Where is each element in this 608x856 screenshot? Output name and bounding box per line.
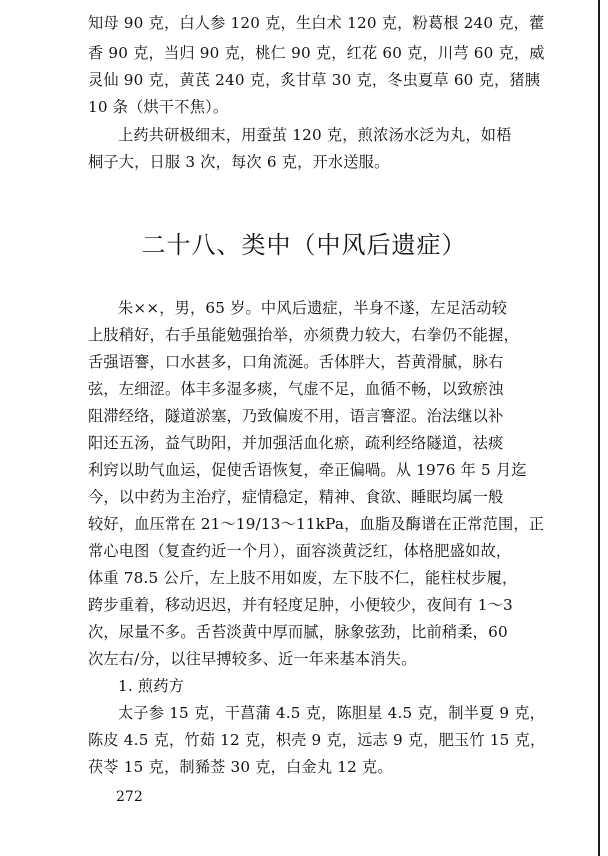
section-heading: 二十八、类中（中风后遗症） bbox=[141, 231, 467, 259]
page-number: 272 bbox=[116, 789, 143, 805]
text-line: 利窍以助气血运，促使舌语恢复，牵正偏喎。从 1976 年 5 月迄 bbox=[88, 461, 527, 479]
text-line: 知母 90 克，白人参 120 克，生白术 120 克，粉葛根 240 克，藿 bbox=[88, 14, 545, 32]
text-line: 次左右/分，以往早搏较多、近一年来基本消失。 bbox=[88, 650, 417, 668]
text-line: 灵仙 90 克，黄芪 240 克，炙甘草 30 克，冬虫夏草 60 克，猪胰 bbox=[88, 71, 541, 89]
text-line: 阻滞经络，隧道淤塞，乃致偏废不用，语言謇涩。治法继以补 bbox=[88, 407, 504, 425]
text-line: 上药共研极细末，用蚕茧 120 克，煎浓汤水泛为丸，如梧 bbox=[118, 126, 512, 144]
text-line: 10 条（烘干不焦）。 bbox=[88, 98, 229, 116]
text-line: 常心电图（复查约近一个月），面容淡黄泛红，体格肥盛如故， bbox=[88, 542, 512, 560]
text-line: 今，以中药为主治疗，症情稳定，精神、食欲、睡眠均属一般 bbox=[88, 488, 504, 506]
text-line: 上肢稍好，右手虽能勉强抬举，亦须费力较大，右拳仍不能握， bbox=[88, 326, 519, 344]
page-edge-rule bbox=[598, 0, 600, 856]
text-line: 阳还五汤，益气助阳，并加强活血化瘀，疏利经络隧道，祛痰 bbox=[88, 434, 504, 452]
text-line: 太子参 15 克，干菖蒲 4.5 克，陈胆星 4.5 克，制半夏 9 克， bbox=[118, 704, 546, 722]
text-line: 弦，左细涩。体丰多湿多痰，气虚不足，血循不畅，以致瘀浊 bbox=[88, 380, 504, 398]
text-line: 较好，血压常在 21～19/13～11kPa，血脂及酶谱在正常范围，正 bbox=[88, 515, 545, 533]
subsection-heading: 1. 煎药方 bbox=[118, 677, 185, 695]
text-line: 朱××，男，65 岁。中风后遗症，半身不遂，左足活动较 bbox=[118, 299, 508, 317]
text-line: 次，尿量不多。舌苔淡黄中厚而腻，脉象弦劲，比前稍柔，60 bbox=[88, 623, 508, 641]
text-line: 陈皮 4.5 克，竹茹 12 克，枳壳 9 克，远志 9 克，肥玉竹 15 克， bbox=[88, 731, 546, 749]
text-line: 桐子大，日服 3 次，每次 6 克，开水送服。 bbox=[88, 153, 390, 171]
text-line: 跨步重着，移动迟迟，并有轻度足肿，小便较少，夜间有 1～3 bbox=[88, 596, 513, 614]
text-line: 舌强语謇，口水甚多，口角流涎。舌体胖大，苔黄滑腻，脉右 bbox=[88, 353, 504, 371]
text-line: 香 90 克，当归 90 克，桃仁 90 克，红花 60 克，川芎 60 克，威 bbox=[88, 44, 545, 62]
text-line: 体重 78.5 公斤，左上肢不用如废，左下肢不仁，能柱杖步履， bbox=[88, 569, 518, 587]
text-line: 茯苓 15 克，制豨莶 30 克，白金丸 12 克。 bbox=[88, 758, 393, 776]
